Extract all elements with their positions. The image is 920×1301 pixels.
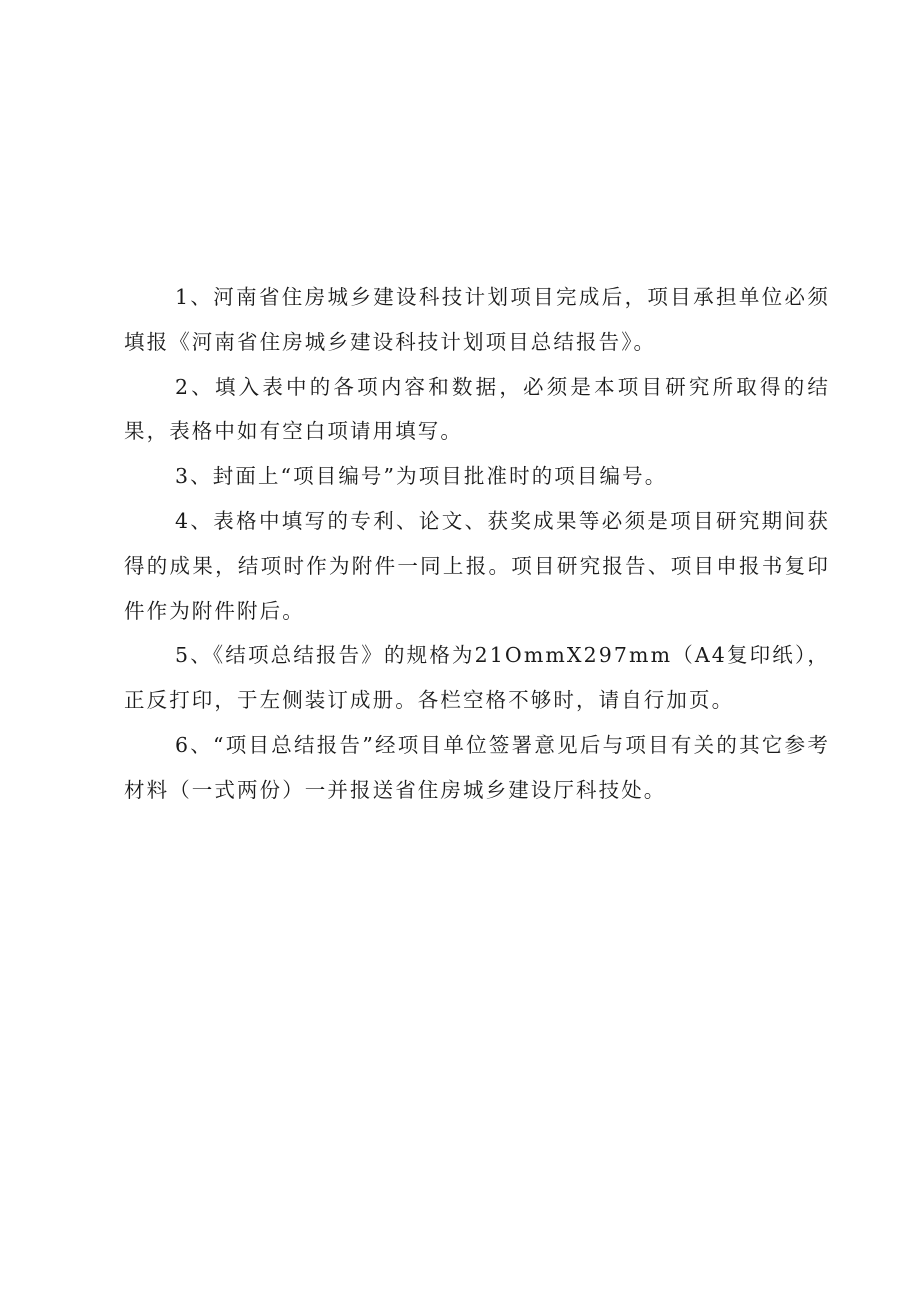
instruction-item-6: 6、“项目总结报告”经项目单位签署意见后与项目有关的其它参考材料（一式两份）一并报送省住房城乡建设厅科技处。 (124, 732, 830, 802)
instruction-item-4: 4、表格中填写的专利、论文、获奖成果等必须是项目研究期间获得的成果，结项时作为附件一同上报。项目研究报告、项目申报书复印件作为附件附后。 (124, 508, 830, 623)
instruction-item-5: 5、《结项总结报告》的规格为21OmmX297mm（A4复印纸），正反打印，于左侧装订成册。各栏空格不够时，请自行加页。 (124, 643, 830, 713)
instructions-list (124, 275, 830, 813)
instruction-item-1: 1、河南省住房城乡建设科技计划项目完成后，项目承担单位必须填报《河南省住房城乡建设科技计划项目总结报告》。 (124, 285, 830, 354)
instruction-item-3: 3、封面上“项目编号”为项目批准时的项目编号。 (175, 464, 668, 489)
instruction-item-2: 2、填入表中的各项内容和数据，必须是本项目研究所取得的结果，表格中如有空白项请用填写。 (124, 374, 830, 444)
